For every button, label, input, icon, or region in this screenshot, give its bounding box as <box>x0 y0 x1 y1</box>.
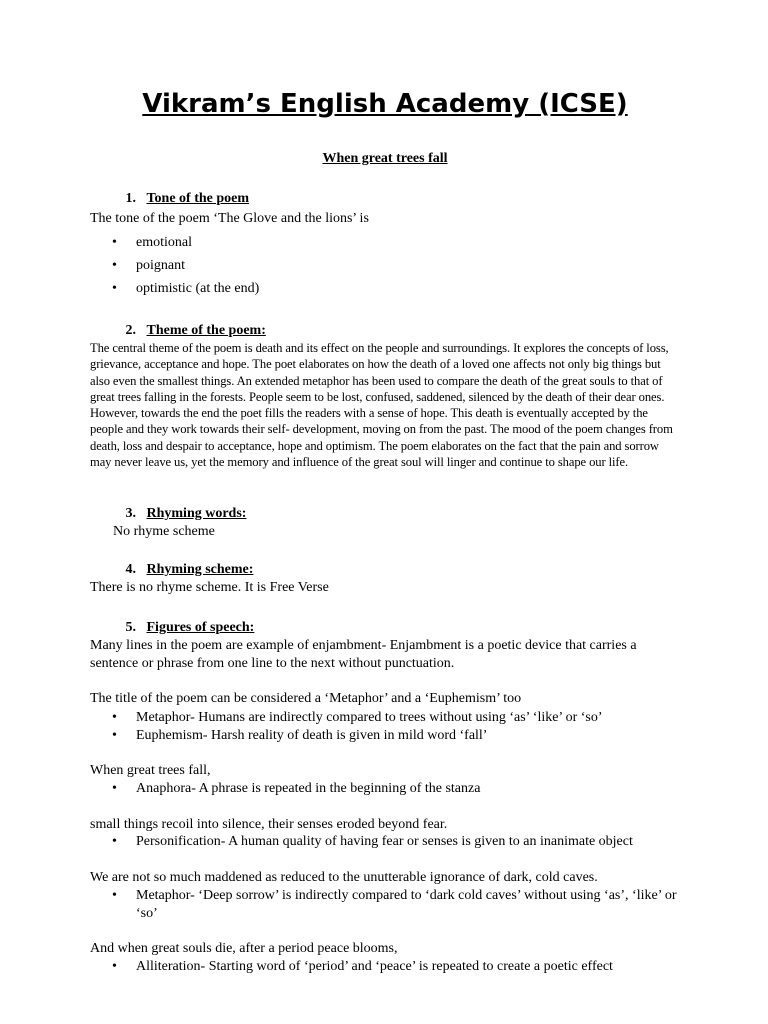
bullet-icon: • <box>112 834 117 849</box>
section-heading-text: Rhyming scheme: <box>146 562 254 577</box>
list-item: • Euphemism- Harsh reality of death is given in mild word ‘fall’ <box>112 728 488 743</box>
section-number: 3. <box>125 506 136 521</box>
poem-line-4: And when great souls die, after a period peace blooms, <box>90 941 398 956</box>
section-heading-rhyming-words <box>90 505 246 523</box>
bullet-icon: • <box>112 781 117 796</box>
list-item: • optimistic (at the end) <box>90 277 680 300</box>
section-heading-theme <box>90 322 266 340</box>
poem-line-1: When great trees fall, <box>90 763 211 778</box>
bullet-icon: • <box>112 235 117 250</box>
tone-list <box>90 231 680 300</box>
section-number: 1. <box>125 191 136 206</box>
poem-line-3: We are not so much maddened as reduced to the unutterable ignorance of dark, cold caves. <box>90 870 598 885</box>
poem-line-2: small things recoil into silence, their senses eroded beyond fear. <box>90 817 448 832</box>
section-heading-text: Figures of speech: <box>146 620 255 635</box>
list-item: • Personification- A human quality of having fear or senses is given to an inanimate object <box>112 834 633 849</box>
theme-body: The central theme of the poem is death and its effect on the people and surroundings. It explores the concepts of loss, grievance, acceptance and hope. The poet elaborates on how the death of a loved one affects not only big things but also even the smallest things. An extended metaphor has been used to compare the death of the great souls to that of great trees falling in the forests. People seem to be lost, confused, saddened, silenced by the death of their dear ones. However, towards the end the poet fills the readers with a sense of hope. This death is eventually accepted by the people and they work towards their self- development, moving on from the past. The mood of the poem changes from death, loss and despair to acceptance, hope and optimism. The poem elaborates on the fact that the pain and sorrow may never leave us, yet the memory and influence of the great soul will linger and continue to shape our life. <box>90 341 673 470</box>
rhyming-words-body: No rhyme scheme <box>113 524 215 539</box>
list-item: • Alliteration- Starting word of ‘period’ and ‘peace’ is repeated to create a poetic effect <box>112 959 613 974</box>
line2-figures-list <box>90 833 680 851</box>
section-heading-text: Tone of the poem <box>146 191 250 206</box>
bullet-icon: • <box>112 888 117 903</box>
list-item: • Metaphor- ‘Deep sorrow’ is indirectly compared to ‘dark cold caves’ without using ‘as’, ‘like’ or ‘so’ <box>112 888 677 921</box>
line3-figures-list <box>90 887 680 923</box>
poem-title: When great trees fall <box>322 151 448 166</box>
section-number: 2. <box>125 323 136 338</box>
section-heading-text: Theme of the poem: <box>146 323 266 338</box>
bullet-icon: • <box>112 258 117 273</box>
section-heading-figures <box>90 619 254 637</box>
academy-title: Vikram’s English Academy (ICSE) <box>142 89 628 119</box>
list-item: • Anaphora- A phrase is repeated in the beginning of the stanza <box>112 781 481 796</box>
title-figures-list <box>90 709 680 745</box>
list-item: • emotional <box>90 231 680 254</box>
section-number: 4. <box>125 562 136 577</box>
tone-intro: The tone of the poem ‘The Glove and the lions’ is <box>90 211 369 226</box>
list-item: • poignant <box>90 254 680 277</box>
rhyming-scheme-body: There is no rhyme scheme. It is Free Verse <box>90 580 329 595</box>
section-heading-text: Rhyming words: <box>146 506 247 521</box>
title-figures-intro: The title of the poem can be considered a ‘Metaphor’ and a ‘Euphemism’ too <box>90 691 522 706</box>
bullet-icon: • <box>112 728 117 743</box>
bullet-icon: • <box>112 281 117 296</box>
bullet-icon: • <box>112 959 117 974</box>
line4-figures-list <box>90 958 680 976</box>
section-number: 5. <box>125 620 136 635</box>
list-item: • Metaphor- Humans are indirectly compared to trees without using ‘as’ ‘like’ or ‘so’ <box>112 710 603 725</box>
bullet-icon: • <box>112 710 117 725</box>
enjambment-text: Many lines in the poem are example of enjambment- Enjambment is a poetic device that carries a sentence or phrase from one line to the next without punctuation. <box>90 638 637 671</box>
section-heading-rhyming-scheme <box>90 561 253 579</box>
section-heading-tone <box>90 190 249 208</box>
line1-figures-list <box>90 780 680 798</box>
